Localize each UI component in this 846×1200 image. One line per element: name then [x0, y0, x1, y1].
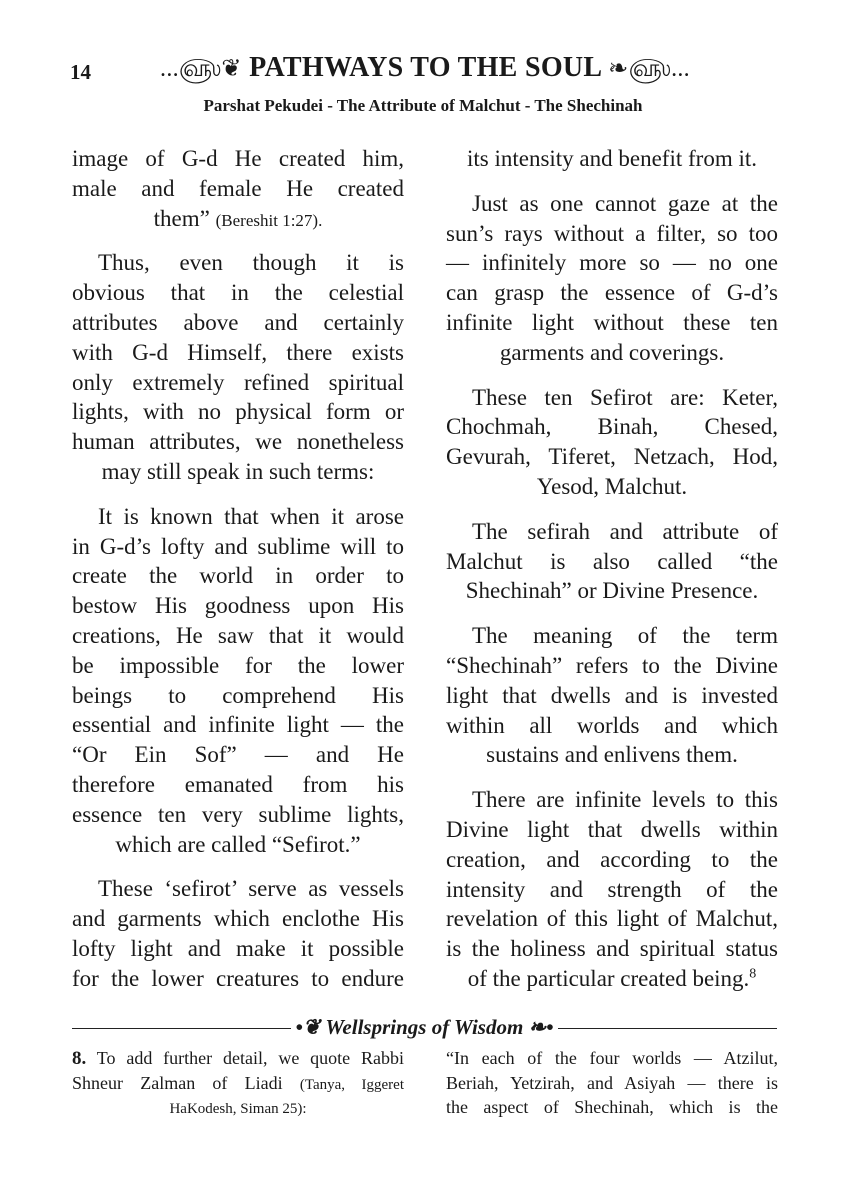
- right-column: [446, 144, 778, 1009]
- text-line: [446, 189, 778, 219]
- text-line: [446, 875, 778, 905]
- line-text: within all worlds and which: [446, 712, 778, 738]
- text-line: [72, 532, 404, 562]
- line-text: Divine light that dwells within: [446, 816, 778, 842]
- line-text: of the particular created being.: [467, 965, 750, 991]
- text-line: [72, 427, 404, 457]
- text-line: [72, 681, 404, 711]
- text-line: [72, 457, 404, 487]
- paragraph: [446, 189, 778, 368]
- footnote-line: [72, 1071, 404, 1096]
- text-line: [446, 711, 778, 741]
- text-line: [446, 308, 778, 338]
- text-line: [72, 397, 404, 427]
- line-text: its intensity and benefit from it.: [466, 146, 757, 171]
- paragraph: [72, 874, 404, 993]
- text-line: [446, 517, 778, 547]
- line-text: Beriah, Yetzirah, and Asiyah — there is: [446, 1072, 778, 1093]
- line-text: Shechinah” or Divine Presence.: [465, 578, 759, 604]
- citation: (Bereshit 1:27).: [215, 210, 323, 230]
- text-line: [72, 964, 404, 994]
- divider-label: Wellsprings of Wisdom: [325, 1015, 524, 1039]
- left-column: [72, 144, 404, 1009]
- ornament-left-icon: ...௵❦: [160, 56, 242, 82]
- line-text: in G-d’s lofty and sublime will to: [72, 533, 404, 559]
- text-line: [72, 591, 404, 621]
- line-text: which are called “Sefirot.”: [115, 831, 361, 857]
- text-line: [72, 338, 404, 368]
- text-line: [446, 845, 778, 875]
- line-text: with G-d Himself, there exists: [72, 339, 404, 365]
- line-text: essential and infinite light — the: [72, 712, 404, 738]
- line-text: is the holiness and spiritual status: [446, 936, 778, 962]
- text-line: [446, 248, 778, 278]
- line-text: The sefirah and attribute of: [472, 518, 778, 544]
- line-text: essence ten very sublime lights,: [72, 801, 404, 827]
- footnote-right: [446, 1046, 778, 1120]
- text-line: [446, 472, 778, 502]
- text-line: [446, 681, 778, 711]
- line-text: may still speak in such terms:: [101, 458, 375, 484]
- text-line: [72, 830, 404, 860]
- text-line: [72, 800, 404, 830]
- text-line: [72, 144, 404, 174]
- ornament-right-icon: ❧௵...: [608, 56, 690, 82]
- line-text: These ‘sefirot’ serve as vessels: [98, 876, 404, 902]
- paragraph: [446, 517, 778, 606]
- text-line: [72, 874, 404, 904]
- line-text: only extremely refined spiritual: [72, 369, 404, 395]
- paragraph: [72, 144, 404, 233]
- line-text: — infinitely more so — no one: [446, 250, 778, 276]
- chapter-subtitle: Parshat Pekudei - The Attribute of Malchut - The Shechinah: [203, 96, 643, 115]
- line-text: infinite light without these ten: [446, 309, 778, 335]
- text-line: [446, 904, 778, 934]
- line-text: image of G-d He created him,: [72, 146, 404, 171]
- running-header: [130, 52, 720, 85]
- line-text: “In each of the four worlds — Atzilut,: [446, 1048, 778, 1068]
- text-line: [72, 502, 404, 532]
- text-line: [446, 547, 778, 577]
- text-line: [446, 964, 778, 994]
- line-text: “Or Ein Sof” — and He: [72, 742, 404, 768]
- line-text: the aspect of Shechinah, which is the: [446, 1097, 778, 1117]
- line-text: It is known that when it arose: [98, 503, 404, 529]
- line-text: lofty light and make it possible: [72, 935, 404, 961]
- line-text: them”: [153, 205, 216, 231]
- text-line: [446, 740, 778, 770]
- line-text: human attributes, we nonetheless: [72, 429, 404, 455]
- paragraph: [446, 383, 778, 502]
- paragraph: [72, 502, 404, 860]
- divider-ornament-left-icon: •❦: [295, 1015, 321, 1039]
- line-text: be impossible for the lower: [72, 652, 404, 678]
- text-line: [72, 278, 404, 308]
- line-text: can grasp the essence of G-d’s: [446, 280, 778, 306]
- text-line: [72, 904, 404, 934]
- footnote-line: [446, 1046, 778, 1071]
- text-line: [446, 651, 778, 681]
- line-text: bestow His goodness upon His: [72, 593, 404, 619]
- text-line: [446, 621, 778, 651]
- line-text: male and female He created: [72, 175, 404, 201]
- paragraph: [72, 248, 404, 486]
- footnote-line: [446, 1071, 778, 1096]
- line-text: sustains and enlivens them.: [486, 742, 738, 768]
- text-line: [72, 740, 404, 770]
- line-text: Shneur Zalman of Liadi: [72, 1072, 300, 1093]
- footnotes-divider: [72, 1017, 777, 1041]
- text-line: [446, 785, 778, 815]
- line-text: sun’s rays without a filter, so too: [446, 220, 778, 246]
- text-line: [446, 576, 778, 606]
- line-text: Yesod, Malchut.: [536, 473, 688, 499]
- line-text: and garments which enclothe His: [72, 906, 404, 932]
- line-text: These ten Sefirot are: Keter,: [472, 384, 778, 410]
- line-text: creations, He saw that it would: [72, 622, 404, 648]
- line-text: garments and coverings.: [499, 339, 725, 365]
- footnote-line: [446, 1095, 778, 1120]
- text-line: [72, 710, 404, 740]
- text-line: [446, 383, 778, 413]
- citation: HaKodesh, Siman 25):: [169, 1101, 307, 1117]
- footnote-marker: 8: [749, 966, 757, 982]
- line-text: obvious that in the celestial: [72, 280, 404, 306]
- footnote-left: [72, 1046, 404, 1120]
- paragraph: [446, 785, 778, 994]
- line-text: beings to comprehend His: [72, 682, 404, 708]
- line-text: Malchut is also called “the: [446, 548, 778, 574]
- text-line: [72, 368, 404, 398]
- line-text: Gevurah, Tiferet, Netzach, Hod,: [446, 444, 778, 470]
- text-line: [446, 934, 778, 964]
- text-line: [446, 815, 778, 845]
- divider-ornament-right-icon: ❧•: [528, 1015, 554, 1039]
- text-line: [72, 770, 404, 800]
- line-text: create the world in order to: [72, 563, 404, 589]
- text-line: [446, 278, 778, 308]
- footnote-number: 8.: [72, 1048, 87, 1069]
- line-text: creation, and according to the: [446, 846, 778, 872]
- text-line: [72, 308, 404, 338]
- line-text: for the lower creatures to endure: [72, 965, 404, 991]
- line-text: Chochmah, Binah, Chesed,: [446, 414, 778, 440]
- line-text: attributes above and certainly: [72, 309, 404, 335]
- line-text: intensity and strength of the: [446, 876, 778, 902]
- line-text: The meaning of the term: [472, 623, 778, 649]
- text-line: [446, 412, 778, 442]
- page-number: 14: [70, 60, 91, 84]
- line-text: revelation of this light of Malchut,: [446, 906, 778, 932]
- text-line: [72, 621, 404, 651]
- line-text: Just as one cannot gaze at the: [472, 190, 778, 216]
- line-text: light that dwells and is invested: [446, 682, 778, 708]
- text-line: [446, 338, 778, 368]
- footnote-line: [72, 1095, 404, 1120]
- paragraph: [446, 621, 778, 770]
- text-line: [446, 144, 778, 174]
- footnote-line: [72, 1046, 404, 1071]
- line-text: therefore emanated from his: [72, 771, 404, 797]
- paragraph: [446, 144, 778, 174]
- line-text: “Shechinah” refers to the Divine: [446, 652, 778, 678]
- text-line: [446, 442, 778, 472]
- book-title: PATHWAYS TO THE SOUL: [249, 52, 601, 83]
- text-line: [72, 174, 404, 204]
- line-text: lights, with no physical form or: [72, 399, 404, 425]
- line-text: To add further detail, we quote Rabbi: [86, 1048, 404, 1068]
- text-line: [72, 561, 404, 591]
- text-line: [72, 248, 404, 278]
- text-line: [72, 651, 404, 681]
- text-line: [72, 934, 404, 964]
- citation: (Tanya, Iggeret: [299, 1076, 405, 1093]
- line-text: Thus, even though it is: [98, 250, 404, 276]
- text-line: [72, 204, 404, 234]
- text-line: [446, 219, 778, 249]
- line-text: There are infinite levels to this: [472, 787, 778, 813]
